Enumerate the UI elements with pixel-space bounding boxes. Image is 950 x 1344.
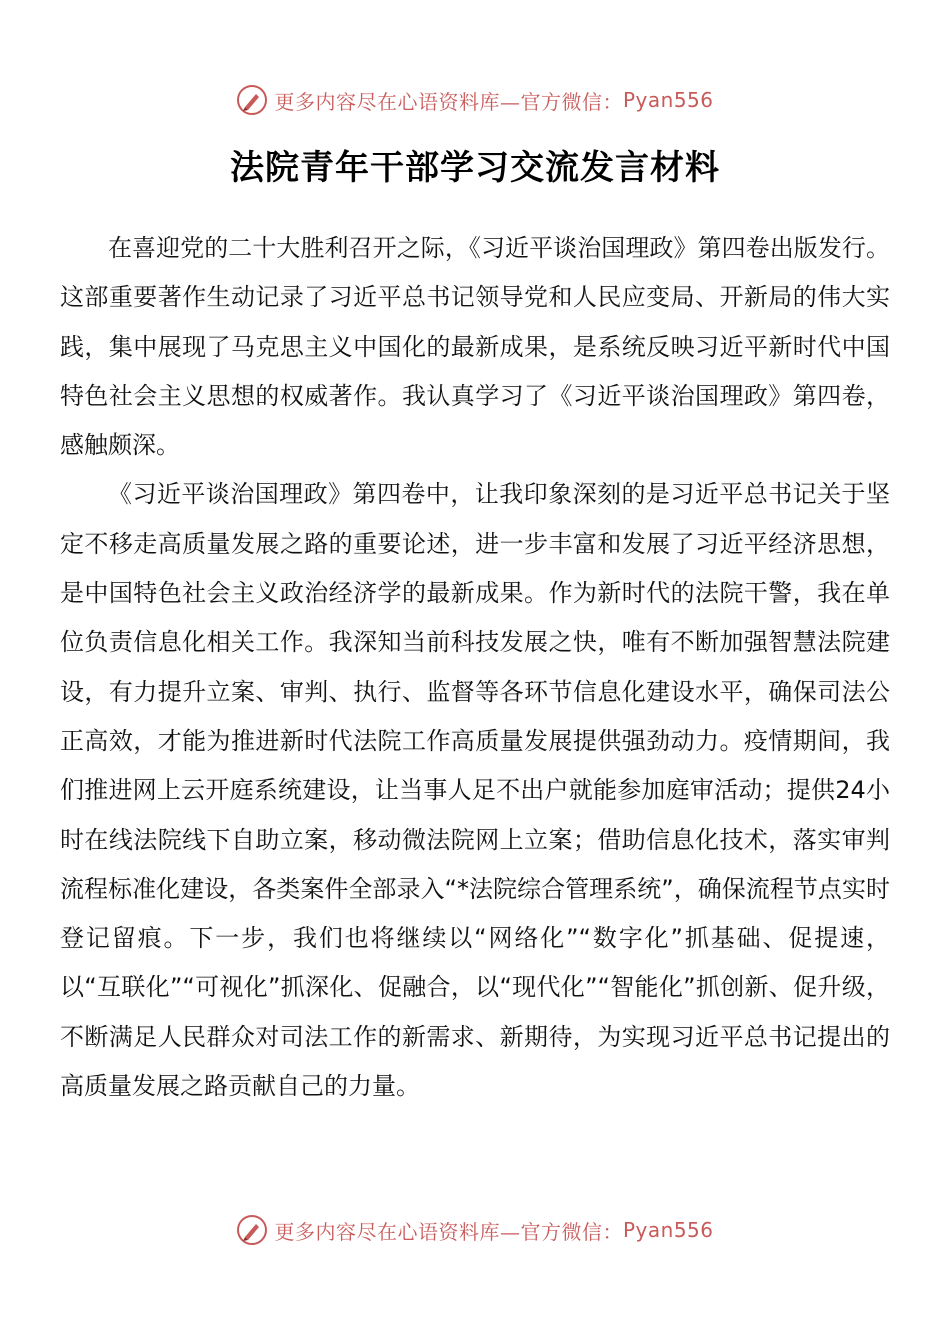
document-body [60,224,890,1111]
pen-logo-icon [236,84,268,116]
paragraph-1: 在喜迎党的二十大胜利召开之际，《习近平谈治国理政》第四卷出版发行。这部重要著作生动记录了习近平总书记领导党和人民应变局、开新局的伟大实践，集中展现了马克思主义中国化的最新成果，是系统反映习近平新时代中国特色社会主义思想的权威著作。我认真学习了《习近平谈治国理政》第四卷，感触颇深。 [60,234,890,460]
banner-text: 更多内容尽在心语资料库— [274,1219,521,1244]
banner-wechat-id: Pyan556 [622,1218,714,1242]
footer-banner [0,1212,950,1248]
banner-label: 官方微信： [520,1219,623,1244]
banner-wechat-id: Pyan556 [622,88,714,112]
banner-text: 更多内容尽在心语资料库— [274,89,521,114]
header-banner [0,82,950,118]
banner-label: 官方微信： [520,89,623,114]
pen-logo-icon [236,1214,268,1246]
paragraph-2: 《习近平谈治国理政》第四卷中，让我印象深刻的是习近平总书记关于坚定不移走高质量发展之路的重要论述，进一步丰富和发展了习近平经济思想，是中国特色社会主义政治经济学的最新成果。作为新时代的法院干警，我在单位负责信息化相关工作。我深知当前科技发展之快，唯有不断加强智慧法院建设，有力提升立案、审判、执行、监督等各环节信息化建设水平，确保司法公正高效，才能为推进新时代法院工作高质量发展提供强劲动力。疫情期间，我们推进网上云开庭系统建设，让当事人足不出户就能参加庭审活动；提供24小时在线法院线下自助立案，移动微法院网上立案；借助信息化技术，落实审判流程标准化建设，各类案件全部录入“*法院综合管理系统”，确保流程节点实时登记留痕。下一步，我们也将继续以“网络化”“数字化”抓基础、促提速，以“互联化”“可视化”抓深化、促融合，以“现代化”“智能化”抓创新、促升级，不断满足人民群众对司法工作的新需求、新期待，为实现习近平总书记提出的高质量发展之路贡献自己的力量。 [60,480,890,1101]
page-title: 法院青年干部学习交流发言材料 [230,148,720,188]
